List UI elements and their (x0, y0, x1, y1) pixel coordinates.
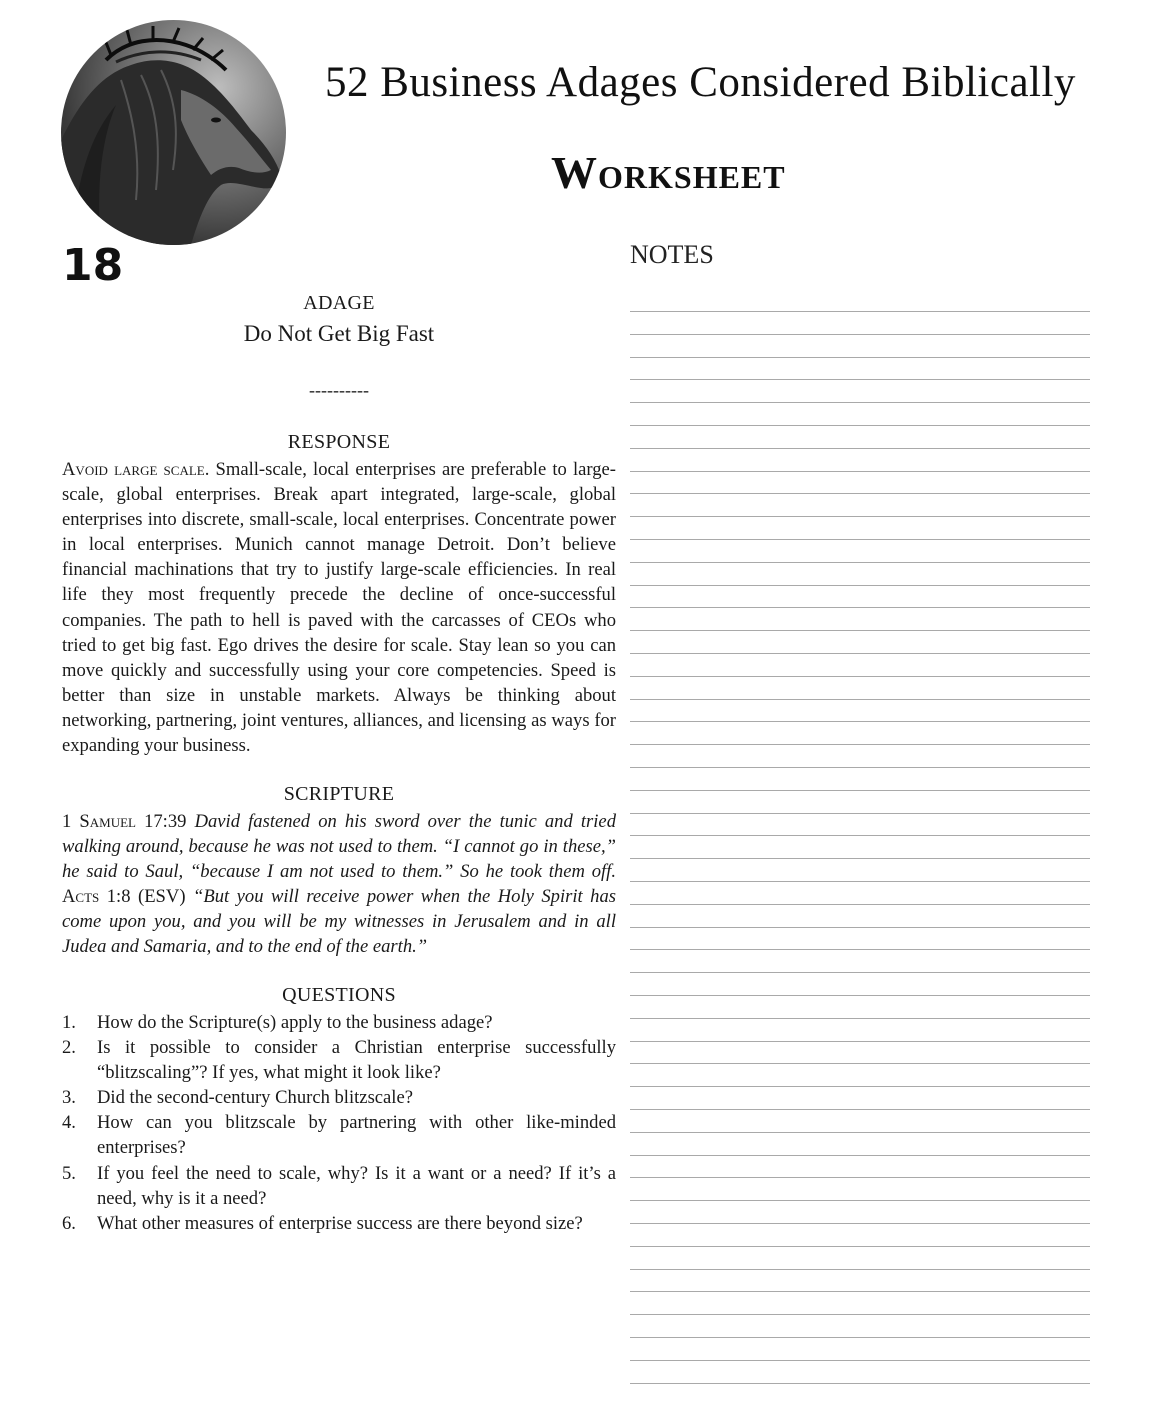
notes-line[interactable] (630, 858, 1090, 859)
notes-line[interactable] (630, 995, 1090, 996)
notes-line[interactable] (630, 425, 1090, 426)
question-text: What other measures of enterprise success are there beyond size? (97, 1212, 583, 1234)
notes-line[interactable] (630, 562, 1090, 563)
notes-line[interactable] (630, 790, 1090, 791)
questions-heading: QUESTIONS (282, 984, 396, 1006)
notes-line[interactable] (630, 493, 1090, 494)
notes-line[interactable] (630, 1200, 1090, 1201)
question-item (62, 1161, 616, 1211)
notes-line[interactable] (630, 699, 1090, 700)
scripture-text-1: David fastened on his sword over the tunic and tried walking around, because he was not used to them. “I cannot go in these,” he said to Saul, “because I am not used to them.” So he took them off. (62, 811, 616, 883)
question-number: 6. (62, 1212, 76, 1234)
adage-section (62, 292, 616, 315)
notes-line[interactable] (630, 835, 1090, 836)
response-lead: Avoid large scale. (62, 459, 210, 480)
notes-line[interactable] (630, 904, 1090, 905)
question-text: How can you blitzscale by partnering with other like-minded enterprises? (97, 1112, 616, 1159)
notes-line[interactable] (630, 539, 1090, 540)
notes-line[interactable] (630, 744, 1090, 745)
adage-text: Do Not Get Big Fast (243, 321, 435, 346)
questions-list (62, 1010, 616, 1236)
question-number: 4. (62, 1112, 76, 1134)
scripture-section (62, 783, 616, 806)
question-text: How do the Scripture(s) apply to the business adage? (97, 1012, 493, 1033)
notes-line[interactable] (630, 949, 1090, 950)
scripture-text-2: “But you will receive power when the Holy Spirit has come upon you, and you will be my witnesses in Jerusalem and in all Judea and Samaria, and to the end of the earth.” (62, 886, 616, 958)
question-number: 1. (62, 1012, 76, 1033)
questions-section (62, 984, 616, 1007)
scripture-paragraph (62, 809, 616, 960)
notes-line[interactable] (630, 881, 1090, 882)
question-text: Is it possible to consider a Christian enterprise successfully “blitzscaling”? If yes, what might it look like? (97, 1037, 616, 1084)
notes-line[interactable] (630, 630, 1090, 631)
adage-number: 18 (62, 240, 124, 291)
scripture-ref-2: Acts 1:8 (ESV) (62, 886, 186, 908)
notes-line[interactable] (630, 1291, 1090, 1292)
notes-line[interactable] (630, 1269, 1090, 1270)
notes-line[interactable] (630, 1018, 1090, 1019)
notes-line[interactable] (630, 1337, 1090, 1338)
notes-line[interactable] (630, 402, 1090, 403)
notes-line[interactable] (630, 1132, 1090, 1133)
question-number: 5. (62, 1162, 76, 1184)
lion-with-crown-of-thorns-icon (61, 20, 286, 245)
question-text: If you feel the need to scale, why? Is it a want or a need? If it’s a need, why is it a need? (97, 1162, 616, 1209)
notes-line[interactable] (630, 1246, 1090, 1247)
response-heading: RESPONSE (287, 431, 391, 453)
notes-line[interactable] (630, 653, 1090, 654)
notes-line[interactable] (630, 1383, 1090, 1384)
scripture-heading: SCRIPTURE (283, 783, 395, 805)
response-section (62, 431, 616, 454)
notes-line[interactable] (630, 448, 1090, 449)
notes-line[interactable] (630, 1360, 1090, 1361)
notes-line[interactable] (630, 767, 1090, 768)
notes-line[interactable] (630, 1155, 1090, 1156)
question-number: 3. (62, 1087, 76, 1109)
adage-heading: ADAGE (303, 292, 375, 314)
question-number: 2. (62, 1037, 76, 1059)
notes-line[interactable] (630, 721, 1090, 722)
question-item (62, 1085, 616, 1110)
notes-line[interactable] (630, 607, 1090, 608)
notes-line[interactable] (630, 516, 1090, 517)
notes-line[interactable] (630, 471, 1090, 472)
question-item (62, 1110, 616, 1160)
book-title: 52 Business Adages Considered Biblically (325, 59, 1076, 106)
notes-line[interactable] (630, 972, 1090, 973)
questions-block (62, 1010, 616, 1236)
notes-line[interactable] (630, 379, 1090, 380)
question-item (62, 1035, 616, 1085)
notes-line[interactable] (630, 927, 1090, 928)
notes-line[interactable] (630, 1041, 1090, 1042)
scripture-ref-1: 1 Samuel 17:39 (62, 811, 187, 832)
notes-line[interactable] (630, 1177, 1090, 1178)
notes-heading: NOTES (630, 240, 714, 269)
notes-line[interactable] (630, 357, 1090, 358)
notes-line[interactable] (630, 676, 1090, 677)
notes-line[interactable] (630, 1063, 1090, 1064)
notes-line[interactable] (630, 311, 1090, 312)
notes-line[interactable] (630, 585, 1090, 586)
notes-line[interactable] (630, 1086, 1090, 1087)
question-text: Did the second-century Church blitzscale? (97, 1087, 413, 1109)
separator: ---------- (309, 380, 369, 400)
worksheet-title: Worksheet (551, 147, 786, 198)
response-paragraph (62, 457, 616, 758)
notes-line[interactable] (630, 334, 1090, 335)
notes-line[interactable] (630, 1223, 1090, 1224)
notes-line[interactable] (630, 1109, 1090, 1110)
notes-line[interactable] (630, 813, 1090, 814)
question-item (62, 1010, 616, 1035)
response-body: Small-scale, local enterprises are preferable to large-scale, global enterprises. Break apart integrated, large-scale, global enterprises into discrete, small-scale, local enterprises. Concentrate power in local enterprises. Munich cannot manage Detroit. Don’t believe financial machinations that try to justify large-scale efficiencies. In real life they most frequently precede the decline of once-successful companies. The path to hell is paved with the carcasses of CEOs who tried to get big fast. Ego drives the desire for scale. Stay lean so you can move quickly and successfully using your core competencies. Speed is better than size in unstable markets. Always be thinking about networking, partnering, joint ventures, alliances, and licensing as ways for expanding your business. (62, 459, 616, 757)
notes-line[interactable] (630, 1314, 1090, 1315)
question-item (62, 1211, 616, 1236)
